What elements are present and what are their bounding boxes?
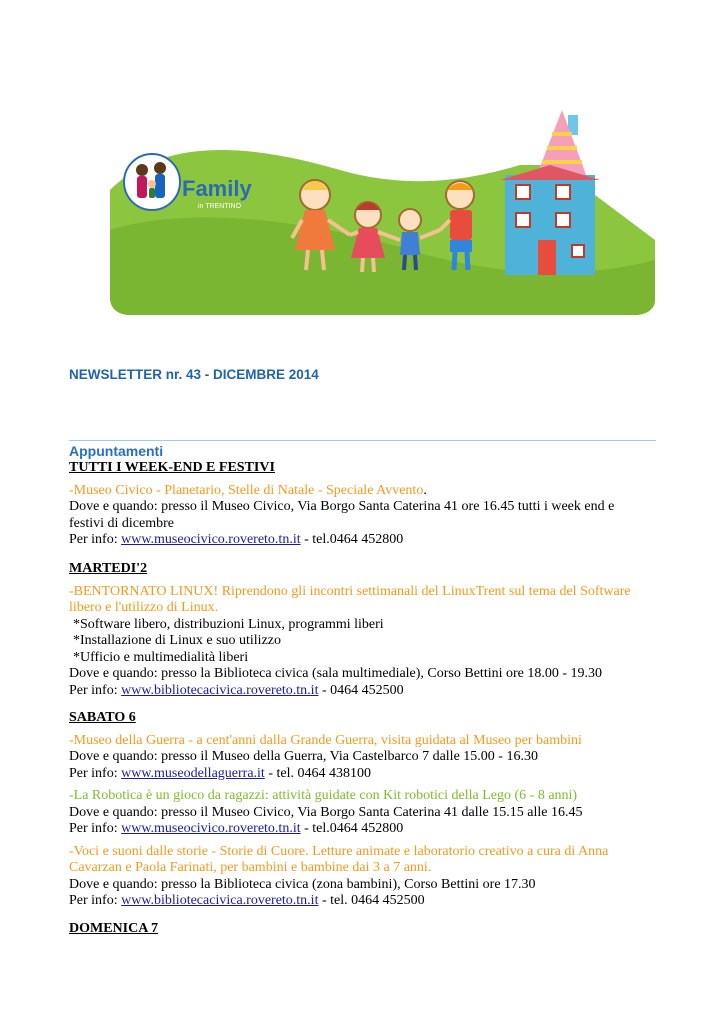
event-info: Per info: www.museocivico.rovereto.tn.it - tel.0464 452800 — [69, 532, 404, 547]
day-heading: TUTTI I WEEK-END E FESTIVI — [69, 460, 275, 475]
event-title: -La Robotica è un gioco da ragazzi: attività guidate con Kit robotici della Lego (6 - 8 anni) — [69, 788, 578, 803]
event-info: Per info: www.bibliotecacivica.rovereto.tn.it - 0464 452500 — [69, 682, 404, 698]
day-block-domenica — [69, 921, 659, 938]
house-illustration — [500, 110, 600, 275]
event-title: Cavarzan e Paola Farinati, per bambini e bambine dai 3 a 7 anni. — [69, 860, 432, 875]
section-divider — [69, 440, 656, 441]
event-title: libero e l'utilizzo di Linux. — [69, 600, 219, 615]
svg-text:Family: Family — [182, 176, 252, 201]
event-location: Dove e quando: presso il Museo della Guerra, Via Castelbarco 7 dalle 15.00 - 16.30 — [69, 749, 538, 764]
day-heading: DOMENICA 7 — [69, 921, 159, 936]
newsletter-title: NEWSLETTER nr. 43 - DICEMBRE 2014 — [69, 367, 319, 382]
event-info-link[interactable]: www.museocivico.rovereto.tn.it — [121, 532, 301, 547]
event-title: -Museo Civico - Planetario, Stelle di Natale - Speciale Avvento — [69, 482, 424, 498]
day-block-sabato — [69, 710, 659, 910]
event-location: Dove e quando: presso il Museo Civico, Via Borgo Santa Caterina 41 dalle 15.15 alle 16.45 — [69, 804, 583, 820]
event-location: festivi di dicembre — [69, 515, 174, 531]
event-location: Dove e quando: presso il Museo Civico, Via Borgo Santa Caterina 41 ore 16.45 tutti i week end e — [69, 499, 615, 514]
day-block-weekend: TUTTI I WEEK-END E FESTIVI -Museo Civico - Planetario, Stelle di Natale - Speciale Avvento. Dove e quando: presso il Museo Civico, Via Borgo Santa Caterina 41 ore 16.45 tutti i week end e festivi di dicembre Per info: www.museocivico.rovereto.tn.it - tel.0464 452800 — [69, 460, 659, 549]
event-info-link[interactable]: www.museocivico.rovereto.tn.it — [121, 821, 301, 836]
day-heading: SABATO 6 — [69, 710, 136, 725]
event-bullet: *Software libero, distribuzioni Linux, programmi liberi — [73, 616, 384, 632]
family-in-trentino-banner — [110, 110, 655, 315]
event-bullet: *Installazione di Linux e suo utilizzo — [73, 633, 282, 648]
event-title: -Voci e suoni dalle storie - Storie di Cuore. Letture animate e laboratorio creativo a cura di Anna — [69, 843, 609, 859]
event-bullet: *Ufficio e multimedialità liberi — [73, 649, 249, 665]
event-location: Dove e quando: presso la Biblioteca civica (sala multimediale), Corso Bettini ore 18.00 - 19.30 — [69, 666, 603, 681]
section-label-appuntamenti: Appuntamenti — [69, 443, 164, 459]
event-location: Dove e quando: presso la Biblioteca civica (zona bambini), Corso Bettini ore 17.30 — [69, 876, 536, 892]
day-block-martedi — [69, 561, 659, 699]
event-info-link[interactable]: www.bibliotecacivica.rovereto.tn.it — [121, 893, 319, 908]
event-info: Per info: www.museodellaguerra.it - tel. 0464 438100 — [69, 765, 371, 781]
event-info: Per info: www.museocivico.rovereto.tn.it - tel.0464 452800 — [69, 821, 404, 836]
event-title: -Museo della Guerra - a cent'anni dalla Grande Guerra, visita guidata al Museo per bambini — [69, 732, 582, 748]
event-info-link[interactable]: www.bibliotecacivica.rovereto.tn.it — [121, 682, 319, 698]
event-info-link[interactable]: www.museodellaguerra.it — [121, 765, 265, 781]
event-info: Per info: www.bibliotecacivica.rovereto.tn.it - tel. 0464 452500 — [69, 893, 425, 908]
event-title: -BENTORNATO LINUX! Riprendono gli incontri settimanali del LinuxTrent sul tema del Software — [69, 583, 631, 599]
svg-text:in TRENTINO: in TRENTINO — [198, 203, 242, 210]
day-heading: MARTEDI'2 — [69, 561, 148, 576]
